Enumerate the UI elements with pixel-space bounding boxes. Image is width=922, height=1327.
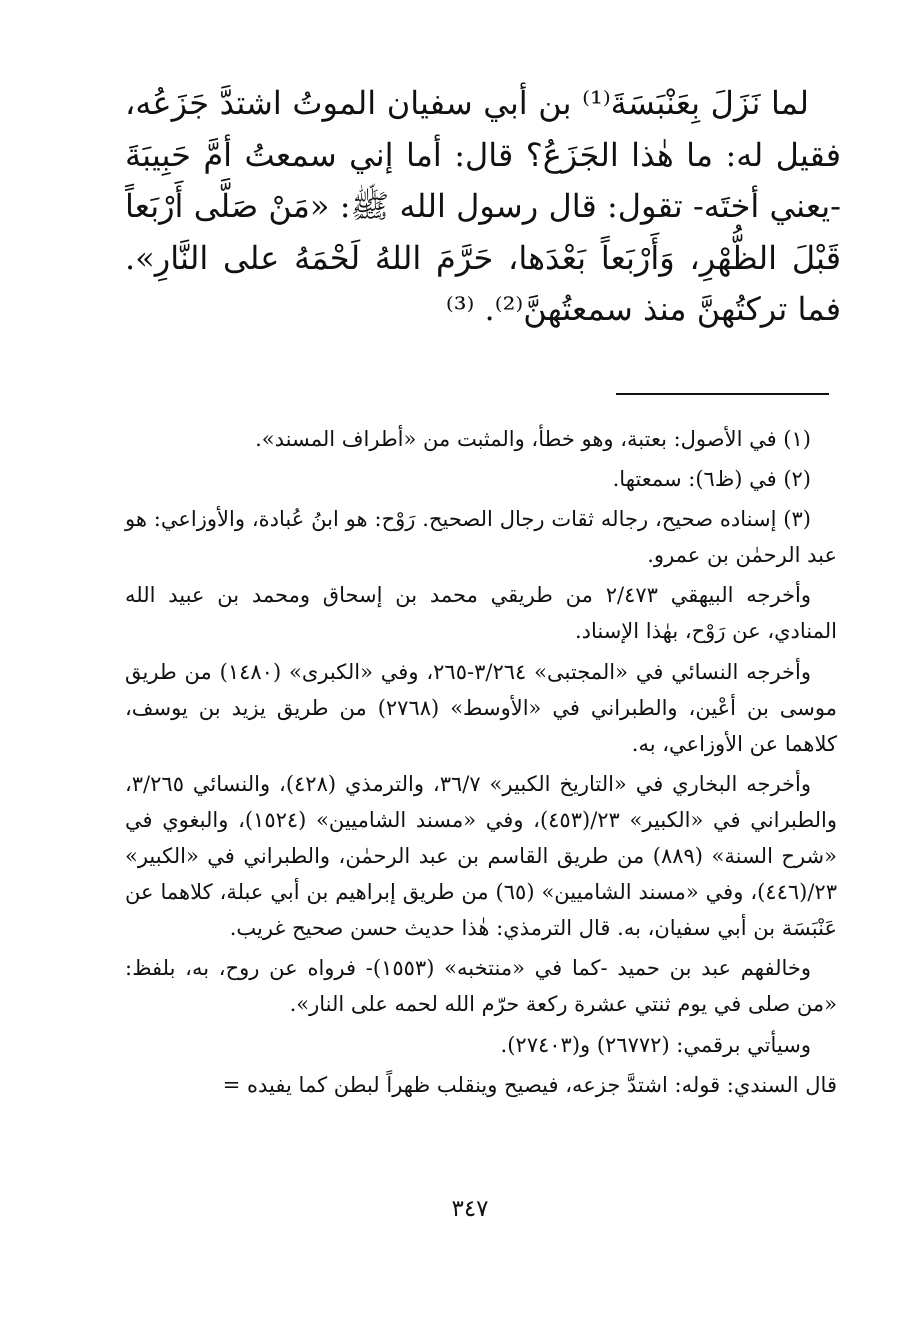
footnote-paragraph: وأخرجه البيهقي ٢/٤٧٣ من طريقي محمد بن إسحاق ومحمد بن عبيد الله المنادي، عن رَوْح، بهٰذا الإسناد. bbox=[125, 583, 837, 644]
main-text-block bbox=[125, 78, 841, 336]
footnote-paragraph: وأخرجه البخاري في «التاريخ الكبير» ٣٦/٧، والترمذي (٤٢٨)، والنسائي ٣/٢٦٥، والطبراني في «الكبير» ٢٣/(٤٥٣)، وفي «مسند الشاميين» (١٥٢٤)، والبغوي في «شرح السنة» (٨٨٩) من طريق القاسم بن عبد الرحمٰن، والطبراني في «الكبير» ٢٣/(٤٤٦)، وفي «مسند الشاميين» (٦٥) من طريق إبراهيم بن أبي عبلة، كلاهما عن عَنْبَسَة بن أبي سفيان، به. قال الترمذي: هٰذا حديث حسن صحيح غريب. bbox=[125, 771, 838, 941]
footnote-paragraph: وسيأتي برقمي: (٢٦٧٧٢) و(٢٧٤٠٣). bbox=[500, 1032, 811, 1057]
footnote-paragraph: وخالفهم عبد بن حميد -كما في «منتخبه» (١٥٥٣)- فرواه عن روح، به، بلفظ: «من صلى في يوم ثنتي عشرة ركعة حرّم الله لحمه على النار». bbox=[125, 956, 837, 1017]
footnote-paragraph: وأخرجه النسائي في «المجتبى» ٣/٢٦٤-٢٦٥، وفي «الكبرى» (١٤٨٠) من طريق موسى بن أعْين، والطبراني في «الأوسط» (٢٧٦٨) من طريق يزيد بن يوسف، كلاهما عن الأوزاعي، به. bbox=[125, 659, 837, 756]
footnote-separator bbox=[616, 393, 829, 395]
footnote-paragraph: قال السندي: قوله: اشتدَّ جزعه، فيصيح وينقلب ظهراً لبطن كما يفيده = bbox=[222, 1072, 837, 1097]
footnote-3: (٣) إسناده صحيح، رجاله ثقات رجال الصحيح. رَوْح: هو ابنُ عُبادة، والأوزاعي: هو عبد الرحمٰن بن عمرو. bbox=[125, 507, 837, 568]
main-paragraph: لما نَزَلَ بِعَنْبَسَةَ⁽¹⁾ بن أبي سفيان الموتُ اشتدَّ جَزَعُه، فقيل له: ما هٰذا الجَزَعُ؟ قال: أما إني سمعتُ أمَّ حَبِيبَةَ -يعني أختَه- تقول: قال رسول الله ﷺ: «مَنْ صَلَّى أَرْبَعاً قَبْلَ الظُّهْرِ، وَأَرْبَعاً بَعْدَها، حَرَّمَ اللهُ لَحْمَهُ على النَّارِ». فما تركتُهنَّ منذ سمعتُهنَّ⁽²⁾. ⁽³⁾ bbox=[125, 84, 842, 328]
footnote-1: (١) في الأصول: بعتبة، وهو خطأ، والمثبت من «أطراف المسند». bbox=[255, 427, 811, 451]
footnote-2: (٢) في (ظ٦): سمعتها. bbox=[612, 467, 811, 492]
page-number: ٣٤٧ bbox=[451, 1196, 489, 1222]
footnotes-block bbox=[125, 421, 837, 1107]
